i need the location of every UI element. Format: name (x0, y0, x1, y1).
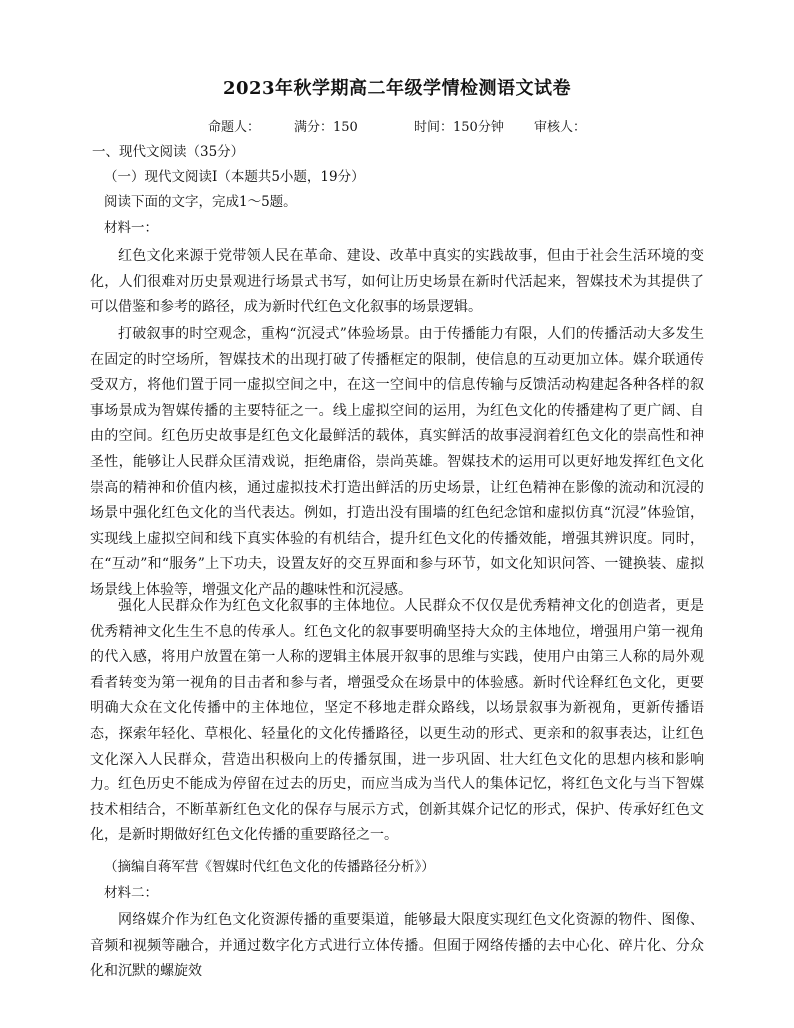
meta-time: 时间：150分钟 (414, 120, 504, 135)
page-title: 2023年秋学期高二年级学情检测语文试卷 (222, 78, 572, 99)
meta-author: 命题人： (208, 120, 261, 135)
subsection-heading: （一）现代文阅读I（本题共5小题，19分） (104, 169, 365, 185)
paragraph-4: 红色历史不能成为停留在过去的历史，而应当成为当代人的集体记忆，将红色文化与当下智媒技术相结合，不断革新红色文化的保存与展示方式，创新其媒介记忆的形式，保护、传承好红色文化，是新时期做好红色文化传播的重要路径之一。 (90, 776, 704, 844)
section-heading: 一、现代文阅读（35分） (92, 144, 245, 160)
paragraph-2: 打破叙事的时空观念，重构“沉浸式”体验场景。由于传播能力有限，人们的传播活动大多发生在固定的时空场所，智媒技术的出现打破了传播框定的限制，使信息的互动更加立体。媒介联通传受双方，将他们置于同一虚拟空间之中，在这一空间中的信息传输与反馈活动构建起各种各样的叙事场景成为智媒传播的主要特征之一。线上虚拟空间的运用，为红色文化的传播建构了更广阔、自由的空间。红色历史故事是红色文化最鲜活的载体，真实鲜活的故事浸润着红色文化的崇高性和神圣性，能够让人民群众匡清戏说，拒绝庸俗，崇尚英雄。智媒技术的运用可以更好地发挥红色文化崇高的精神和价值内核，通过虚拟技术打造出鲜活的历史场景，让红色精神在影像的流动和沉浸的场景中强化红色文化的当代表达。例如，打造出没有围墙的红色纪念馆和虚拟仿真“沉浸”体验馆，实现线上虚拟空间和线下真实体验的有机结合，提升红色文化的传播效能，增强其辨识度。同时，在“互动”和“服务”上下功夫，设置友好的交互界面和参与环节，如文化知识问答、一键换装、虚拟场景线上体验等，增强文化产品的趣味性和沉浸感。 (90, 326, 704, 598)
paragraph-3: 强化人民群众作为红色文化叙事的主体地位。人民群众不仅仅是优秀精神文化的创造者，更是优秀精神文化生生不息的传承人。红色文化的叙事要明确坚持大众的主体地位，增强用户第一视角的代入感，将用户放置在第一人称的逻辑主体展开叙事的思维与实践，使用户由第三人称的局外观看者转变为第一视角的目击者和参与者，增强受众在场景中的体验感。新时代诠释红色文化，更要明确大众在文化传播中的主体地位，坚定不移地走群众路线，以场景叙事为新视角，更新传播语态，探索年轻化、草根化、轻量化的文化传播路径，以更生动的形式、更亲和的叙事表达，让红色文化深入人民群众，营造出积极向上的传播氛围，进一步巩固、壮大红色文化的思想内核和影响力。 (90, 598, 704, 794)
material2-label: 材料二： (104, 885, 158, 901)
exam-meta (208, 116, 768, 135)
material2-paragraph: 网络媒介作为红色文化资源传播的重要渠道，能够最大限度实现红色文化资源的物件、图像、音频和视频等融合，并通过数字化方式进行立体传播。但囿于网络传播的去中心化、碎片化、分众化和沉默的螺旋效 (90, 912, 704, 980)
meta-reviewer: 审核人： (534, 120, 587, 135)
citation: （摘编自蒋军营《智媒时代红色文化的传播路径分析》） (104, 859, 435, 875)
paragraph-1: 红色文化来源于党带领人民在革命、建设、改革中真实的实践故事，但由于社会生活环境的变化，人们很难对历史景观进行场景式书写，如何让历史场景在新时代活起来，智媒技术为其提供了可以借鉴和参考的路径，成为新时代红色文化叙事的场景逻辑。 (90, 248, 704, 316)
meta-score: 满分：150 (294, 120, 358, 135)
instruction-text: 阅读下面的文字，完成1～5题。 (104, 194, 297, 210)
material1-label: 材料一： (104, 220, 158, 236)
